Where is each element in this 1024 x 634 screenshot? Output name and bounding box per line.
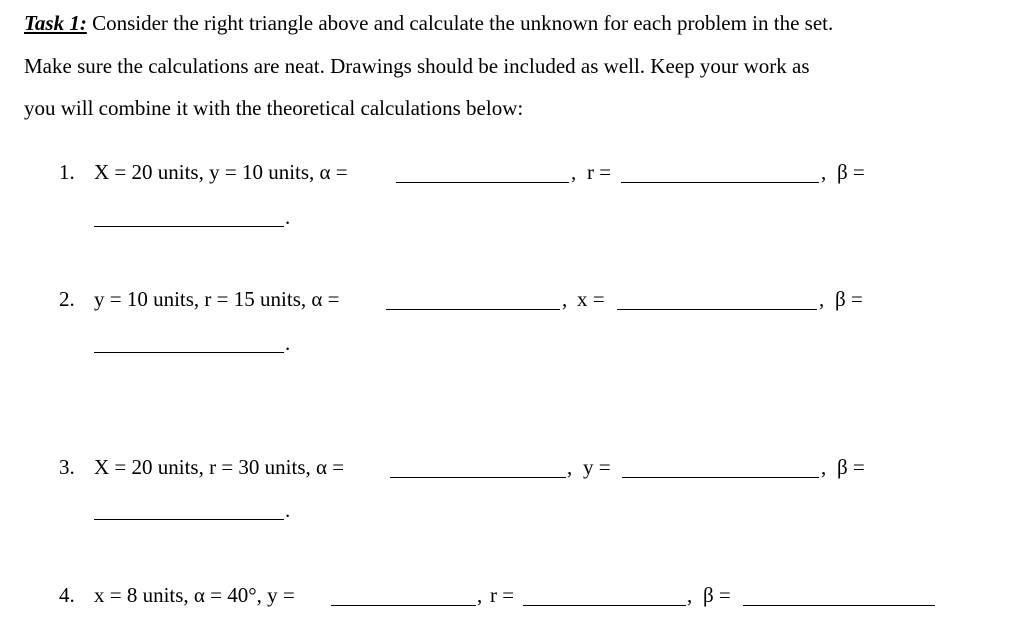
problem-3-beta-blank[interactable] — [94, 519, 284, 520]
problem-1-beta-blank[interactable] — [94, 226, 284, 227]
problem-1-given: X = 20 units, y = 10 units, α = — [94, 160, 348, 184]
problem-4-given: x = 8 units, α = 40°, y = — [94, 583, 295, 607]
problem-1-comma-2: , — [821, 160, 827, 184]
problem-1-number: 1. — [59, 160, 75, 184]
problem-3-third-label: β = — [837, 455, 865, 479]
problem-4-number: 4. — [59, 583, 75, 607]
problem-3-y-blank[interactable] — [622, 477, 819, 478]
problem-2-beta-blank[interactable] — [94, 352, 284, 353]
problem-2-number: 2. — [59, 287, 75, 311]
task-line-1 — [24, 11, 833, 35]
problem-1-alpha-blank[interactable] — [396, 182, 569, 183]
problem-2-given: y = 10 units, r = 15 units, α = — [94, 287, 340, 311]
problem-1-comma-1: , — [571, 160, 577, 184]
problem-4-r-blank[interactable] — [523, 605, 686, 606]
problem-2-x-blank[interactable] — [617, 309, 817, 310]
problem-4-comma-2: , — [687, 583, 693, 607]
problem-2-comma-2: , — [819, 287, 825, 311]
problem-1-second-label: r = — [587, 160, 612, 184]
problem-2-alpha-blank[interactable] — [386, 309, 560, 310]
problem-3-comma-1: , — [567, 455, 573, 479]
problem-1-r-blank[interactable] — [621, 182, 819, 183]
problem-1-third-label: β = — [837, 160, 865, 184]
problem-2-second-label: x = — [577, 287, 605, 311]
problem-4-comma-1: , — [477, 583, 483, 607]
task-line-3: you will combine it with the theoretical calculations below: — [24, 96, 524, 120]
problem-2-period: . — [285, 331, 291, 355]
problem-4-y-blank[interactable] — [331, 605, 476, 606]
problem-2-comma-1: , — [562, 287, 568, 311]
task-label: Task 1: — [24, 11, 87, 35]
problem-1-period: . — [285, 205, 291, 229]
problem-3-period: . — [285, 498, 291, 522]
problem-3-second-label: y = — [583, 455, 611, 479]
problem-3-number: 3. — [59, 455, 75, 479]
problem-4-beta-blank[interactable] — [743, 605, 935, 606]
problem-3-alpha-blank[interactable] — [390, 477, 566, 478]
task-line-2: Make sure the calculations are neat. Drawings should be included as well. Keep your work as — [24, 54, 810, 78]
problem-4-third-label: β = — [703, 583, 731, 607]
problem-3-given: X = 20 units, r = 30 units, α = — [94, 455, 345, 479]
problem-3-comma-2: , — [821, 455, 827, 479]
problem-4-second-label: r = — [490, 583, 515, 607]
task-text-1: Consider the right triangle above and calculate the unknown for each problem in the set. — [86, 11, 834, 35]
problem-2-third-label: β = — [835, 287, 863, 311]
